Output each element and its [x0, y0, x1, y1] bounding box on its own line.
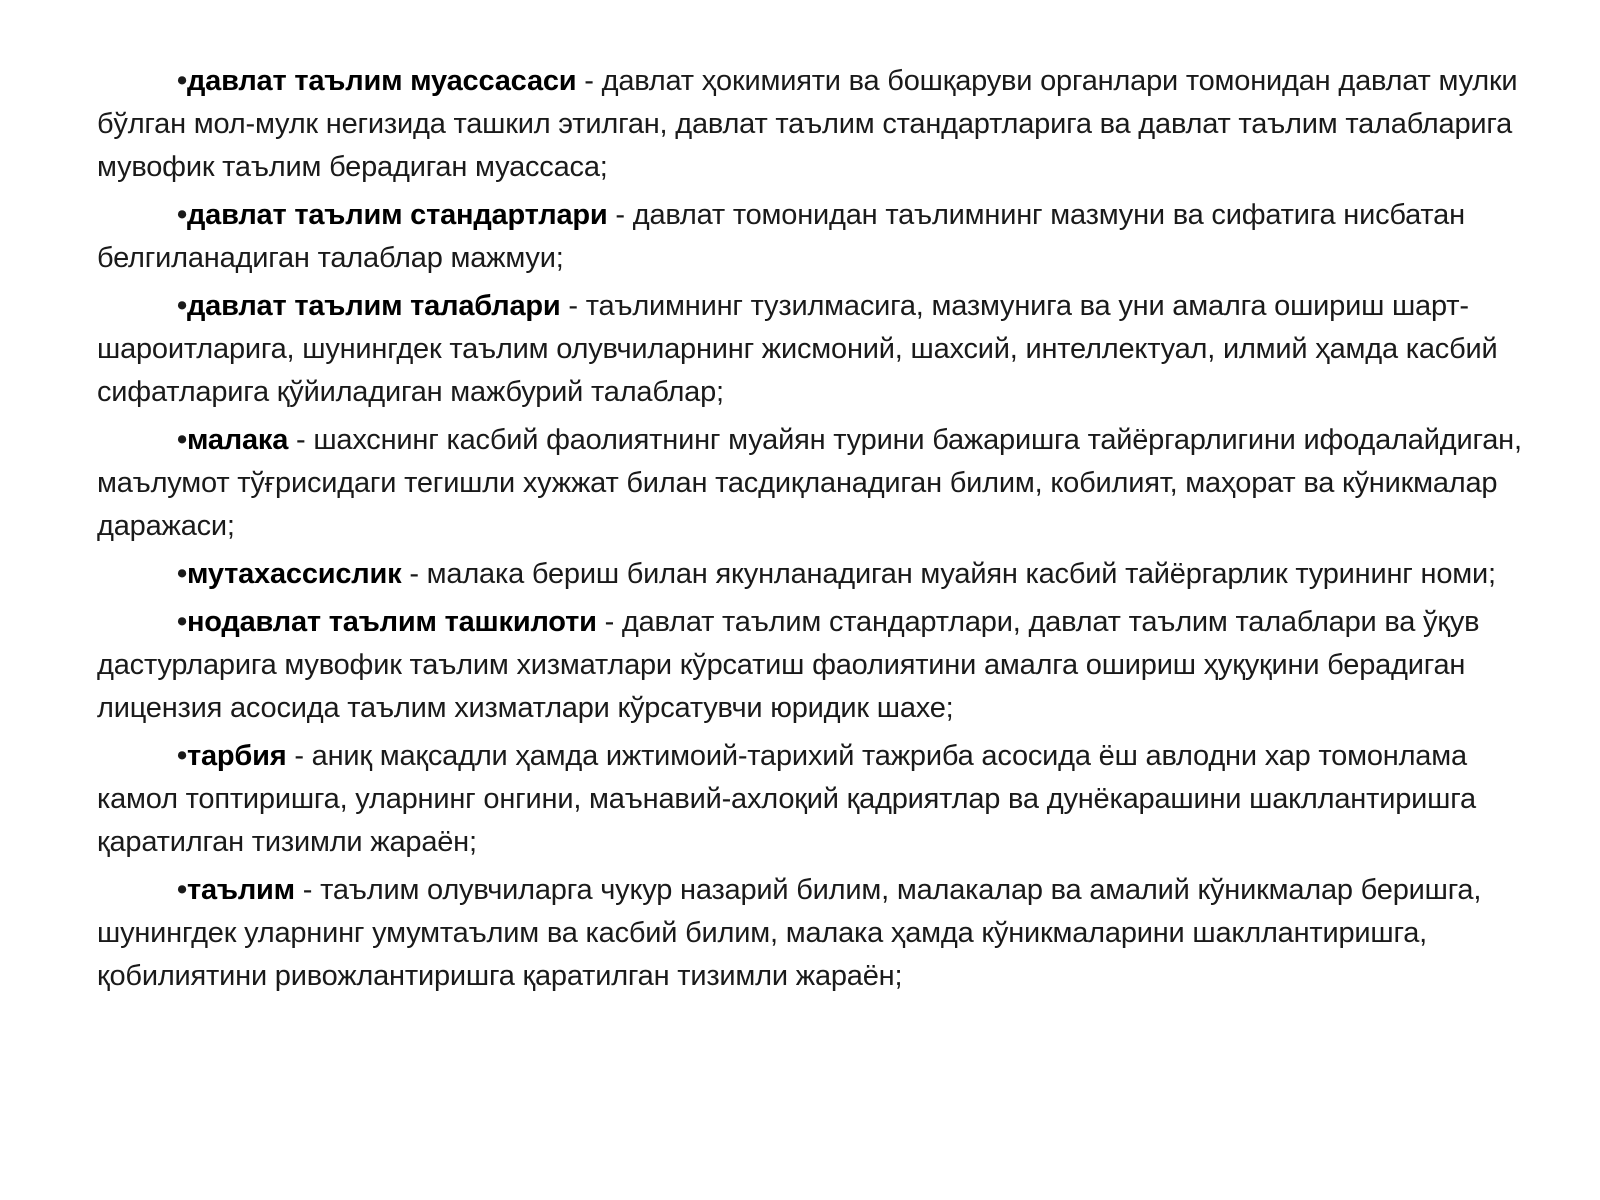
bullet: • [177, 606, 187, 638]
definition-term: нодавлат таълим ташкилоти [186, 606, 597, 638]
definition-term: малака [186, 424, 289, 456]
definition-text: - давлат таълим стандартлари, давлат таълим талаблари ва ўқув дастурларига мувофик таълим хизматлари кўрсатиш фаолиятини амалга ошириш ҳуқуқини берадиган лицензия асосида таълим хизматлари кўрсатувчи юридик шахе; [97, 606, 1480, 724]
definition-item [97, 869, 1537, 998]
definition-item [97, 60, 1537, 189]
definition-text: - давлат томонидан таълимнинг мазмуни ва сифатига нисбатан белгиланадиган талаблар мажмуи; [97, 199, 1465, 274]
definition-item [97, 285, 1537, 414]
bullet: • [177, 740, 187, 772]
definition-term: давлат таълим стандартлари [186, 199, 608, 231]
definition-item [97, 419, 1537, 548]
bullet: • [177, 290, 187, 322]
definition-item [97, 553, 1537, 596]
definition-text: - малака бериш билан якунланадиган муайян касбий тайёргарлик турининг номи; [401, 558, 1496, 590]
definition-text: - таълим олувчиларга чукур назарий билим, малакалар ва амалий кўникмалар беришга, шунингдек уларнинг умумтаълим ва касбий билим, малака ҳамда кўникмаларини шакллантиришга, қобилиятини ривожлантиришга қаратилган тизимли жараён; [97, 874, 1482, 992]
definition-item [97, 194, 1537, 280]
definition-text: - аниқ мақсадли ҳамда ижтимоий-тарихий тажриба асосида ёш авлодни хар томонлама камол топтиришга, уларнинг онгини, маънавий-ахлоқий қадриятлар ва дунёкарашини шакллантиришга қаратилган тизимли жараён; [97, 740, 1476, 858]
definition-text: - давлат ҳокимияти ва бошқаруви органлари томонидан давлат мулки бўлган мол-мулк негизида ташкил этилган, давлат таълим стандартларига ва давлат таълим талабларига мувофик таълим берадиган муассаса; [97, 65, 1518, 183]
definition-item [97, 601, 1537, 730]
definition-term: давлат таълим талаблари [186, 290, 561, 322]
definition-text: - таълимнинг тузилмасига, мазмунига ва уни амалга ошириш шарт-шароитларига, шунингдек таълим олувчиларнинг жисмоний, шахсий, интеллектуал, илмий ҳамда касбий сифатларига қўйиладиган мажбурий талаблар; [97, 290, 1498, 408]
bullet: • [177, 874, 187, 906]
definition-term: тарбия [186, 740, 287, 772]
bullet: • [177, 424, 187, 456]
bullet: • [177, 199, 187, 231]
definitions-list [97, 60, 1537, 1003]
bullet: • [177, 65, 187, 97]
definition-term: таълим [186, 874, 295, 906]
definition-term: давлат таълим муассасаси [186, 65, 577, 97]
definition-text: - шахснинг касбий фаолиятнинг муайян турини бажаришга тайёргарлигини ифодалайдиган, маълумот тўғрисидаги тегишли хужжат билан тасдиқланадиган билим, кобилият, маҳорат ва кўникмалар даражаси; [97, 424, 1522, 542]
definition-term: мутахассислик [186, 558, 402, 590]
bullet: • [177, 558, 187, 590]
definition-item [97, 735, 1537, 864]
